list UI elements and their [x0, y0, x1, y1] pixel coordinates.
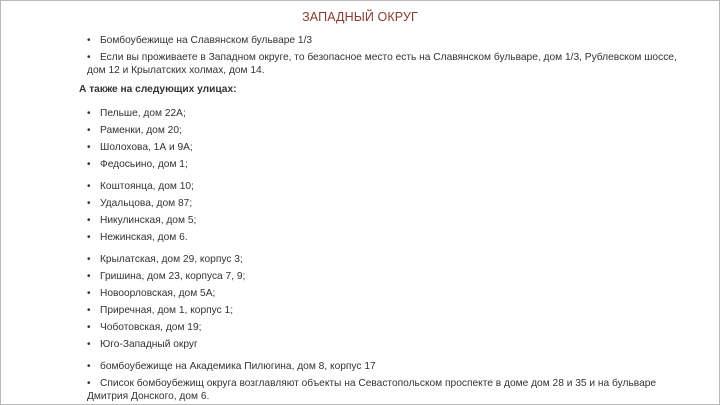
section-subheading: А также на следующих улицах: — [79, 84, 237, 95]
list-item-text: Раменки, дом 20; — [100, 125, 182, 136]
bullet-icon: • — [87, 378, 91, 389]
bullet-icon: • — [87, 108, 91, 119]
list-item — [87, 107, 687, 120]
list-item — [87, 158, 687, 171]
list-item-line: дом 12 и Крылатских холмах, дом 14. — [87, 65, 265, 76]
list-item-text: Никулинская, дом 5; — [100, 215, 197, 226]
list-item — [87, 338, 687, 351]
list-item — [87, 34, 687, 47]
bullet-icon: • — [87, 361, 91, 372]
list-item-text: Приречная, дом 1, корпус 1; — [100, 305, 234, 316]
list-item-text: Шолохова, 1А и 9А; — [100, 142, 193, 153]
list-item-line: Дмитрия Донского, дом 6. — [87, 391, 210, 402]
list-item — [87, 304, 687, 317]
list-item-text: Крылатская, дом 29, корпус 3; — [100, 254, 243, 265]
list-item — [87, 377, 687, 403]
bullet-icon: • — [87, 52, 91, 63]
list-item — [87, 141, 687, 154]
list-item — [87, 287, 687, 300]
list-item — [87, 270, 687, 283]
list-item-line: Если вы проживаете в Западном округе, то безопасное место есть на Славянском бульваре, дом 1/3, Рублевском шоссе, — [100, 52, 677, 63]
bullet-icon: • — [87, 35, 91, 46]
page-title: ЗАПАДНЫЙ ОКРУГ — [302, 10, 418, 24]
list-item — [87, 51, 687, 77]
bullet-icon: • — [87, 305, 91, 316]
bullet-icon: • — [87, 254, 91, 265]
bullet-icon: • — [87, 339, 91, 350]
list-item-text: Бомбоубежище на Славянском бульваре 1/3 — [100, 35, 313, 46]
list-item-text: Удальцова, дом 87; — [100, 198, 193, 209]
list-item — [87, 180, 687, 193]
bullet-icon: • — [87, 232, 91, 243]
list-item — [87, 253, 687, 266]
bullet-icon: • — [87, 322, 91, 333]
list-item-text: Нежинская, дом 6. — [100, 232, 188, 243]
bullet-icon: • — [87, 288, 91, 299]
list-item-text: Новоорловская, дом 5А; — [100, 288, 216, 299]
list-item-text: бомбоубежище на Академика Пилюгина, дом 8, корпус 17 — [100, 361, 376, 372]
list-item-text: Пельше, дом 22А; — [100, 108, 186, 119]
list-item-text: Чоботовская, дом 19; — [100, 322, 202, 333]
bullet-icon: • — [87, 125, 91, 136]
list-item-text: Гришина, дом 23, корпуса 7, 9; — [100, 271, 246, 282]
list-item — [87, 124, 687, 137]
list-item-line: Список бомбоубежищ округа возглавляют объекты на Севастопольском проспекте в доме дом 28 и 35 и на бульваре — [100, 378, 657, 389]
bullet-icon: • — [87, 159, 91, 170]
bullet-icon: • — [87, 198, 91, 209]
bullet-icon: • — [87, 142, 91, 153]
bullet-icon: • — [87, 271, 91, 282]
bullet-icon: • — [87, 181, 91, 192]
bullet-icon: • — [87, 215, 91, 226]
list-item — [87, 214, 687, 227]
list-item-text: Федосьино, дом 1; — [100, 159, 188, 170]
list-item — [87, 197, 687, 210]
list-item-text: Юго-Западный округ — [100, 339, 198, 350]
list-item-text: Коштоянца, дом 10; — [100, 181, 194, 192]
list-item-text — [87, 51, 687, 77]
list-item — [87, 321, 687, 334]
list-item — [87, 360, 687, 373]
list-item — [87, 231, 687, 244]
list-item-text — [87, 377, 687, 403]
